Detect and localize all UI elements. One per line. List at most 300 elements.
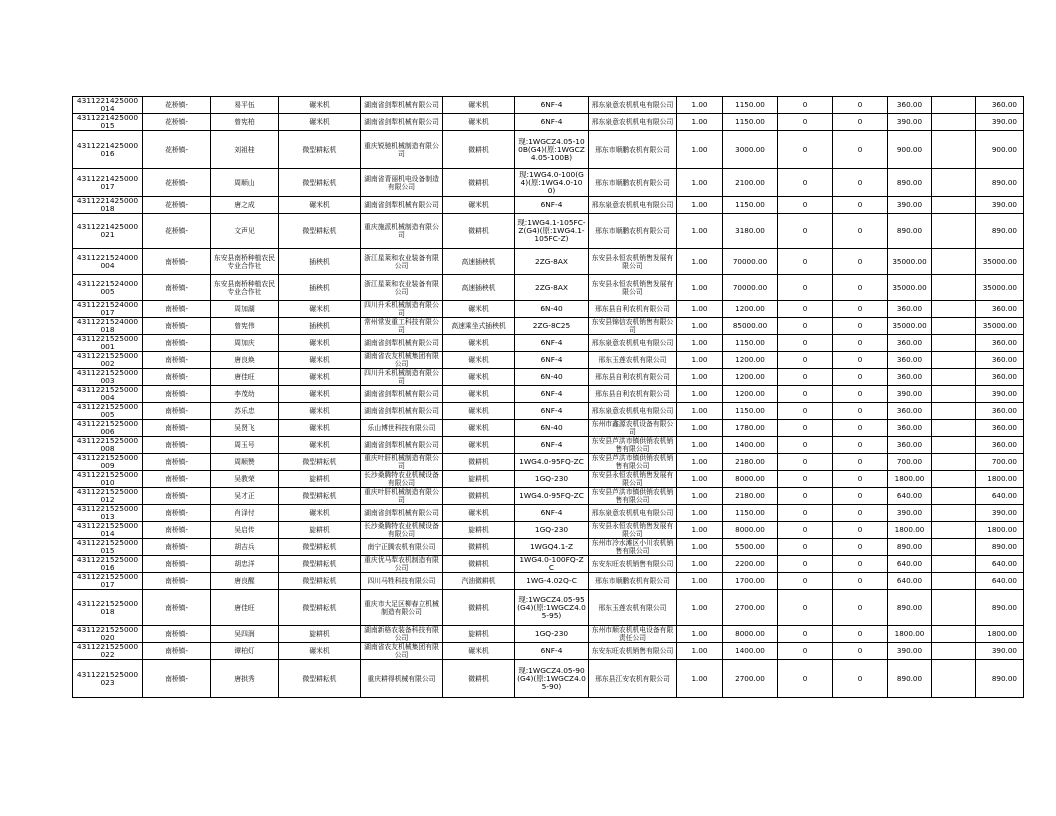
town-cell: 南桥镇- (143, 318, 211, 335)
category-cell: 碾米机 (279, 97, 361, 114)
price-cell: 8000.00 (723, 522, 778, 539)
dealer-cell: 邢东玉莲农机有限公司 (589, 352, 677, 369)
quantity-cell: 1.00 (677, 626, 723, 643)
machine-type-cell: 微耕机 (443, 454, 515, 471)
price-cell: 3000.00 (723, 131, 778, 169)
count-a-cell: 0 (778, 131, 833, 169)
count-a-cell: 0 (778, 369, 833, 386)
count-a-cell: 0 (778, 539, 833, 556)
model-cell: 2ZG-8AX (515, 275, 589, 301)
count-b-cell: 0 (833, 275, 888, 301)
model-cell: 1WG4.0-100FQ-ZC (515, 556, 589, 573)
count-b-cell: 0 (833, 556, 888, 573)
manufacturer-cell: 重庆优马犁农机制造有限公司 (361, 556, 443, 573)
machine-type-cell: 微耕机 (443, 131, 515, 169)
applicant-cell: 周加湖 (211, 301, 279, 318)
total-cell: 360.00 (976, 335, 1024, 352)
table-row (73, 97, 1024, 114)
town-cell: 花桥镇- (143, 169, 211, 197)
price-cell: 2700.00 (723, 660, 778, 698)
table-row (73, 505, 1024, 522)
price-cell: 1400.00 (723, 437, 778, 454)
price-cell: 1200.00 (723, 369, 778, 386)
total-cell: 390.00 (976, 197, 1024, 214)
machine-type-cell: 碾米机 (443, 437, 515, 454)
machine-type-cell: 微耕机 (443, 556, 515, 573)
table-row (73, 626, 1024, 643)
price-cell: 1400.00 (723, 643, 778, 660)
blank-cell (932, 626, 976, 643)
count-a-cell: 0 (778, 454, 833, 471)
machine-type-cell: 碾米机 (443, 335, 515, 352)
table-row (73, 301, 1024, 318)
count-b-cell: 0 (833, 97, 888, 114)
id-cell: 4311221525000017 (73, 573, 143, 590)
category-cell: 微型耕耘机 (279, 454, 361, 471)
id-cell: 4311221525000023 (73, 660, 143, 698)
quantity-cell: 1.00 (677, 660, 723, 698)
machine-type-cell: 微耕机 (443, 488, 515, 505)
model-cell: 1WG4.0-95FQ-ZC (515, 488, 589, 505)
manufacturer-cell: 湖南省剑犁机械有限公司 (361, 386, 443, 403)
table-row (73, 556, 1024, 573)
applicant-cell: 唐拱秀 (211, 660, 279, 698)
total-cell: 640.00 (976, 556, 1024, 573)
category-cell: 碾米机 (279, 352, 361, 369)
count-b-cell: 0 (833, 249, 888, 275)
table-row (73, 214, 1024, 249)
manufacturer-cell: 四川升禾机械制造有限公司 (361, 301, 443, 318)
price-cell: 1780.00 (723, 420, 778, 437)
table-row (73, 352, 1024, 369)
manufacturer-cell: 乐山博世科技有限公司 (361, 420, 443, 437)
manufacturer-cell: 浙江星莱和农业装备有限公司 (361, 249, 443, 275)
applicant-cell: 周顺赞 (211, 454, 279, 471)
quantity-cell: 1.00 (677, 539, 723, 556)
subsidy-cell: 890.00 (888, 539, 932, 556)
model-cell: 6NF-4 (515, 643, 589, 660)
applicant-cell: 唐之成 (211, 197, 279, 214)
blank-cell (932, 488, 976, 505)
dealer-cell: 东州市鑫源农机设备有限公司 (589, 420, 677, 437)
manufacturer-cell: 常州常发重工科技有限公司 (361, 318, 443, 335)
machine-type-cell: 微耕机 (443, 169, 515, 197)
town-cell: 南桥镇- (143, 403, 211, 420)
subsidy-cell: 1800.00 (888, 626, 932, 643)
town-cell: 南桥镇- (143, 420, 211, 437)
price-cell: 2200.00 (723, 556, 778, 573)
quantity-cell: 1.00 (677, 488, 723, 505)
price-cell: 8000.00 (723, 626, 778, 643)
id-cell: 4311221525000013 (73, 505, 143, 522)
quantity-cell: 1.00 (677, 556, 723, 573)
category-cell: 插秧机 (279, 249, 361, 275)
town-cell: 南桥镇- (143, 454, 211, 471)
count-b-cell: 0 (833, 386, 888, 403)
id-cell: 4311221525000009 (73, 454, 143, 471)
count-a-cell: 0 (778, 573, 833, 590)
id-cell: 4311221425000014 (73, 97, 143, 114)
model-cell: 6NF-4 (515, 505, 589, 522)
table-row (73, 437, 1024, 454)
total-cell: 890.00 (976, 660, 1024, 698)
subsidy-cell: 640.00 (888, 488, 932, 505)
total-cell: 360.00 (976, 403, 1024, 420)
model-cell: 现:1WGCZ4.05-95(G4)(原:1WGCZ4.05-95) (515, 590, 589, 626)
town-cell: 南桥镇- (143, 275, 211, 301)
manufacturer-cell: 重庆市大足区柳春立机械制造有限公司 (361, 590, 443, 626)
total-cell: 390.00 (976, 643, 1024, 660)
dealer-cell: 邢东泉意农机机电有限公司 (589, 97, 677, 114)
model-cell: 6NF-4 (515, 97, 589, 114)
subsidy-cell: 390.00 (888, 197, 932, 214)
machine-type-cell: 高速插秧机 (443, 275, 515, 301)
count-b-cell: 0 (833, 643, 888, 660)
applicant-cell: 周加庆 (211, 335, 279, 352)
count-a-cell: 0 (778, 522, 833, 539)
model-cell: 6NF-4 (515, 114, 589, 131)
table-row (73, 169, 1024, 197)
dealer-cell: 邢东县自利农机有限公司 (589, 386, 677, 403)
price-cell: 1200.00 (723, 352, 778, 369)
total-cell: 360.00 (976, 420, 1024, 437)
price-cell: 1150.00 (723, 97, 778, 114)
subsidy-cell: 360.00 (888, 420, 932, 437)
table-row (73, 660, 1024, 698)
price-cell: 1150.00 (723, 505, 778, 522)
dealer-cell: 东安县永恒农机销售发展有限公司 (589, 471, 677, 488)
id-cell: 4311221425000017 (73, 169, 143, 197)
dealer-cell: 邢东县自利农机有限公司 (589, 369, 677, 386)
category-cell: 微型耕耘机 (279, 660, 361, 698)
machine-type-cell: 碾米机 (443, 301, 515, 318)
dealer-cell: 东安东旺农机销售有限公司 (589, 643, 677, 660)
blank-cell (932, 590, 976, 626)
count-b-cell: 0 (833, 471, 888, 488)
town-cell: 花桥镇- (143, 131, 211, 169)
model-cell: 1WG4.0-95FQ-ZC (515, 454, 589, 471)
blank-cell (932, 369, 976, 386)
quantity-cell: 1.00 (677, 275, 723, 301)
count-a-cell: 0 (778, 590, 833, 626)
id-cell: 4311221525000020 (73, 626, 143, 643)
manufacturer-cell: 湖南省农友机械集团有限公司 (361, 352, 443, 369)
table-row (73, 488, 1024, 505)
model-cell: 现:1WG4.0-100(G4)(原:1WG4.0-100) (515, 169, 589, 197)
town-cell: 南桥镇- (143, 301, 211, 318)
id-cell: 4311221525000004 (73, 386, 143, 403)
quantity-cell: 1.00 (677, 522, 723, 539)
subsidy-cell: 640.00 (888, 556, 932, 573)
subsidy-cell: 890.00 (888, 590, 932, 626)
id-cell: 4311221425000021 (73, 214, 143, 249)
town-cell: 南桥镇- (143, 660, 211, 698)
manufacturer-cell: 湖南省剑犁机械有限公司 (361, 197, 443, 214)
machine-type-cell: 微耕机 (443, 660, 515, 698)
manufacturer-cell: 长沙桑腾特农业机械设备有限公司 (361, 471, 443, 488)
total-cell: 1800.00 (976, 471, 1024, 488)
price-cell: 2700.00 (723, 590, 778, 626)
quantity-cell: 1.00 (677, 197, 723, 214)
quantity-cell: 1.00 (677, 454, 723, 471)
applicant-cell: 东安县南桥种植农民专业合作社 (211, 249, 279, 275)
price-cell: 1150.00 (723, 403, 778, 420)
blank-cell (932, 573, 976, 590)
count-b-cell: 0 (833, 214, 888, 249)
count-b-cell: 0 (833, 169, 888, 197)
dealer-cell: 邢东泉意农机机电有限公司 (589, 403, 677, 420)
subsidy-cell: 1800.00 (888, 522, 932, 539)
applicant-cell: 曾宪柏 (211, 114, 279, 131)
count-a-cell: 0 (778, 471, 833, 488)
id-cell: 4311221525000016 (73, 556, 143, 573)
blank-cell (932, 471, 976, 488)
machine-type-cell: 旋耕机 (443, 626, 515, 643)
applicant-cell: 周顺山 (211, 169, 279, 197)
model-cell: 1GQ-230 (515, 626, 589, 643)
dealer-cell: 邢东市顺鹏农机有限公司 (589, 214, 677, 249)
town-cell: 花桥镇- (143, 97, 211, 114)
dealer-cell: 东安县永恒农机销售发展有限公司 (589, 275, 677, 301)
subsidy-cell: 35000.00 (888, 275, 932, 301)
count-a-cell: 0 (778, 169, 833, 197)
dealer-cell: 邢东县江安农机有限公司 (589, 660, 677, 698)
manufacturer-cell: 重庆施派机械制造有限公司 (361, 214, 443, 249)
count-a-cell: 0 (778, 437, 833, 454)
town-cell: 南桥镇- (143, 505, 211, 522)
dealer-cell: 东安县锦信农机销售有限公司 (589, 318, 677, 335)
id-cell: 4311221524000005 (73, 275, 143, 301)
category-cell: 碾米机 (279, 420, 361, 437)
quantity-cell: 1.00 (677, 403, 723, 420)
category-cell: 碾米机 (279, 335, 361, 352)
town-cell: 南桥镇- (143, 437, 211, 454)
subsidy-cell: 390.00 (888, 114, 932, 131)
count-a-cell: 0 (778, 488, 833, 505)
price-cell: 70000.00 (723, 275, 778, 301)
id-cell: 4311221525000008 (73, 437, 143, 454)
count-a-cell: 0 (778, 352, 833, 369)
count-b-cell: 0 (833, 335, 888, 352)
model-cell: 1GQ-230 (515, 522, 589, 539)
machine-type-cell: 碾米机 (443, 352, 515, 369)
price-cell: 2100.00 (723, 169, 778, 197)
table-row (73, 369, 1024, 386)
manufacturer-cell: 四川升禾机械制造有限公司 (361, 369, 443, 386)
model-cell: 6NF-4 (515, 197, 589, 214)
blank-cell (932, 522, 976, 539)
model-cell: 6NF-4 (515, 335, 589, 352)
machine-type-cell: 碾米机 (443, 505, 515, 522)
blank-cell (932, 97, 976, 114)
model-cell: 6N-40 (515, 369, 589, 386)
count-b-cell: 0 (833, 522, 888, 539)
dealer-cell: 邢东市顺鹏农机有限公司 (589, 169, 677, 197)
blank-cell (932, 403, 976, 420)
count-a-cell: 0 (778, 114, 833, 131)
total-cell: 35000.00 (976, 249, 1024, 275)
quantity-cell: 1.00 (677, 114, 723, 131)
applicant-cell: 胡忠洋 (211, 556, 279, 573)
count-b-cell: 0 (833, 131, 888, 169)
total-cell: 360.00 (976, 301, 1024, 318)
count-a-cell: 0 (778, 403, 833, 420)
blank-cell (932, 437, 976, 454)
category-cell: 碾米机 (279, 403, 361, 420)
price-cell: 1150.00 (723, 197, 778, 214)
machine-type-cell: 碾米机 (443, 420, 515, 437)
manufacturer-cell: 重庆叶肝机械制造有限公司 (361, 488, 443, 505)
count-b-cell: 0 (833, 660, 888, 698)
dealer-cell: 邢东泉意农机机电有限公司 (589, 197, 677, 214)
total-cell: 390.00 (976, 386, 1024, 403)
manufacturer-cell: 重庆叶肝机械制造有限公司 (361, 454, 443, 471)
blank-cell (932, 131, 976, 169)
count-b-cell: 0 (833, 590, 888, 626)
id-cell: 4311221525000015 (73, 539, 143, 556)
count-b-cell: 0 (833, 437, 888, 454)
manufacturer-cell: 湖南省剑犁机械有限公司 (361, 114, 443, 131)
town-cell: 南桥镇- (143, 369, 211, 386)
town-cell: 南桥镇- (143, 539, 211, 556)
subsidy-cell: 35000.00 (888, 249, 932, 275)
total-cell: 890.00 (976, 590, 1024, 626)
applicant-cell: 吴四润 (211, 626, 279, 643)
manufacturer-cell: 湖南省青丽机电设备制造有限公司 (361, 169, 443, 197)
category-cell: 微型耕耘机 (279, 214, 361, 249)
category-cell: 插秧机 (279, 275, 361, 301)
manufacturer-cell: 长沙桑腾特农业机械设备有限公司 (361, 522, 443, 539)
applicant-cell: 吴才正 (211, 488, 279, 505)
count-b-cell: 0 (833, 420, 888, 437)
manufacturer-cell: 浙江星莱和农业装备有限公司 (361, 275, 443, 301)
model-cell: 1GQ-230 (515, 471, 589, 488)
subsidy-cell: 890.00 (888, 660, 932, 698)
model-cell: 2ZG-8C25 (515, 318, 589, 335)
applicant-cell: 胡吉兵 (211, 539, 279, 556)
count-a-cell: 0 (778, 660, 833, 698)
category-cell: 碾米机 (279, 505, 361, 522)
price-cell: 1200.00 (723, 386, 778, 403)
town-cell: 南桥镇- (143, 522, 211, 539)
id-cell: 4311221525000006 (73, 420, 143, 437)
machine-type-cell: 碾米机 (443, 643, 515, 660)
count-b-cell: 0 (833, 539, 888, 556)
model-cell: 现:1WG4.1-105FC-Z(G4)(原:1WG4.1-105FC-Z) (515, 214, 589, 249)
count-a-cell: 0 (778, 643, 833, 660)
town-cell: 南桥镇- (143, 335, 211, 352)
model-cell: 现:1WGCZ4.05-90(G4)(原:1WGCZ4.05-90) (515, 660, 589, 698)
machine-type-cell: 碾米机 (443, 114, 515, 131)
count-a-cell: 0 (778, 626, 833, 643)
id-cell: 4311221524000018 (73, 318, 143, 335)
applicant-cell: 肖泽付 (211, 505, 279, 522)
count-a-cell: 0 (778, 249, 833, 275)
quantity-cell: 1.00 (677, 420, 723, 437)
town-cell: 南桥镇- (143, 471, 211, 488)
category-cell: 碾米机 (279, 369, 361, 386)
machine-type-cell: 高速插秧机 (443, 249, 515, 275)
table-body (73, 97, 1024, 698)
manufacturer-cell: 湖南省农友机械集团有限公司 (361, 643, 443, 660)
count-a-cell: 0 (778, 214, 833, 249)
id-cell: 4311221525000005 (73, 403, 143, 420)
count-a-cell: 0 (778, 301, 833, 318)
subsidy-cell: 360.00 (888, 437, 932, 454)
model-cell: 6N-40 (515, 420, 589, 437)
subsidy-cell: 360.00 (888, 97, 932, 114)
subsidy-cell: 35000.00 (888, 318, 932, 335)
category-cell: 旋耕机 (279, 471, 361, 488)
manufacturer-cell: 重庆耕得机械有限公司 (361, 660, 443, 698)
manufacturer-cell: 湖南省剑犁机械有限公司 (361, 97, 443, 114)
model-cell: 6NF-4 (515, 386, 589, 403)
machine-type-cell: 旋耕机 (443, 471, 515, 488)
subsidy-cell: 360.00 (888, 403, 932, 420)
manufacturer-cell: 湖南省剑犁机械有限公司 (361, 505, 443, 522)
total-cell: 900.00 (976, 131, 1024, 169)
manufacturer-cell: 四川马牲科技有限公司 (361, 573, 443, 590)
total-cell: 890.00 (976, 539, 1024, 556)
table-row (73, 471, 1024, 488)
category-cell: 碾米机 (279, 301, 361, 318)
blank-cell (932, 454, 976, 471)
dealer-cell: 东安县永恒农机销售发展有限公司 (589, 249, 677, 275)
quantity-cell: 1.00 (677, 590, 723, 626)
id-cell: 4311221425000015 (73, 114, 143, 131)
subsidy-cell: 390.00 (888, 505, 932, 522)
subsidy-cell: 640.00 (888, 573, 932, 590)
quantity-cell: 1.00 (677, 505, 723, 522)
table-row (73, 114, 1024, 131)
id-cell: 4311221524000017 (73, 301, 143, 318)
applicant-cell: 吴教荣 (211, 471, 279, 488)
quantity-cell: 1.00 (677, 249, 723, 275)
dealer-cell: 东安东旺农机销售有限公司 (589, 556, 677, 573)
count-b-cell: 0 (833, 352, 888, 369)
total-cell: 640.00 (976, 488, 1024, 505)
blank-cell (932, 352, 976, 369)
subsidy-table (72, 96, 1024, 698)
quantity-cell: 1.00 (677, 318, 723, 335)
total-cell: 360.00 (976, 352, 1024, 369)
count-b-cell: 0 (833, 454, 888, 471)
model-cell: 6NF-4 (515, 352, 589, 369)
blank-cell (932, 114, 976, 131)
count-a-cell: 0 (778, 318, 833, 335)
town-cell: 南桥镇- (143, 352, 211, 369)
machine-type-cell: 微耕机 (443, 214, 515, 249)
id-cell: 4311221525000010 (73, 471, 143, 488)
total-cell: 360.00 (976, 437, 1024, 454)
model-cell: 6NF-4 (515, 403, 589, 420)
town-cell: 南桥镇- (143, 573, 211, 590)
manufacturer-cell: 湖南省剑犁机械有限公司 (361, 403, 443, 420)
table-row (73, 131, 1024, 169)
table-row (73, 386, 1024, 403)
table-row (73, 590, 1024, 626)
model-cell: 1WG-4.02Q-C (515, 573, 589, 590)
count-b-cell: 0 (833, 114, 888, 131)
category-cell: 插秧机 (279, 318, 361, 335)
table-row (73, 403, 1024, 420)
subsidy-cell: 360.00 (888, 352, 932, 369)
table-row (73, 420, 1024, 437)
id-cell: 4311221525000018 (73, 590, 143, 626)
dealer-cell: 邢东泉意农机机电有限公司 (589, 505, 677, 522)
dealer-cell: 东安县永恒农机销售发展有限公司 (589, 522, 677, 539)
id-cell: 4311221525000022 (73, 643, 143, 660)
